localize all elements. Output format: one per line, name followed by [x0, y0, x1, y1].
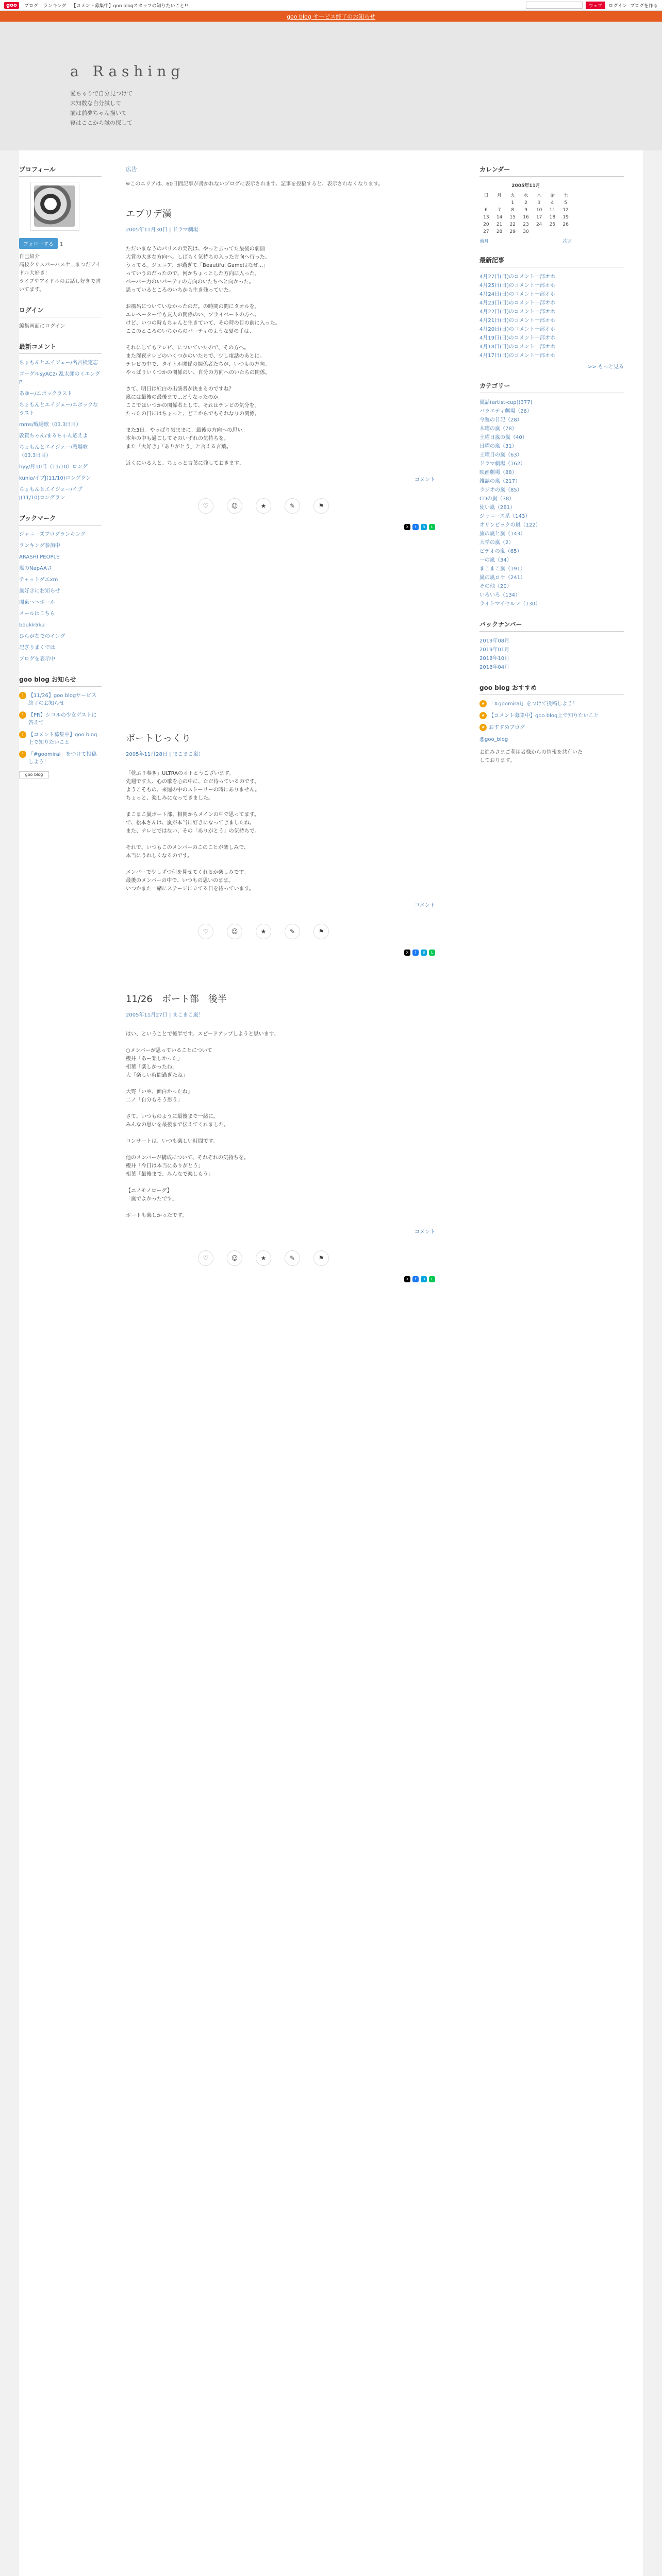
category-link[interactable]: 旅の嵐と嵐（143）	[479, 531, 526, 537]
category-heading: カテゴリー	[479, 381, 624, 393]
backnumber-heading: バックナンバー	[479, 620, 624, 632]
calendar-heading: カレンダー	[479, 165, 624, 177]
recent-comment-item[interactable]	[19, 432, 102, 440]
recent-entry-link[interactable]: 4月24日(日)のコメント一部オホ	[479, 292, 555, 297]
reaction-button[interactable]: ♡	[198, 1250, 213, 1266]
calendar-day[interactable]: 4	[551, 200, 554, 206]
notice-icon: !	[19, 731, 26, 738]
category-item[interactable]	[479, 512, 624, 521]
recommend-icon: ★	[479, 712, 487, 719]
calendar-day	[546, 228, 559, 235]
left-sidebar	[19, 165, 102, 778]
category-item[interactable]	[479, 521, 624, 530]
category-link[interactable]: いろいろ（134）	[479, 592, 521, 598]
calendar-day[interactable]: 25	[549, 222, 556, 227]
entry-body: はい、ということで後半です。スピードアップしようと思います。 ○メンバーが思っていることについて 櫻井「あー楽しかった」 相葉「楽しかったね」 大「楽しい時間過ぎたね」 大野「いや、面白かったね」 二ノ「自分もそう思う」 さて、いつものように最後まで一緒に。 みんなの思いを最後まで伝えてくれました。 コンサートは、いつも楽しい時間です。 他のメンバーが構成について、それぞれの気持ちを。 櫻井「今日は本当にありがとう」 相葉「最後まで、みんなで楽しもう」 【ニノモノローグ】 「嵐でよかったです」 ボートも楽しかったです。	[126, 1031, 279, 1218]
recommend-heading: goo blog おすすめ	[479, 683, 624, 695]
calendar-day[interactable]: 1	[511, 200, 515, 206]
entry-body: ただいまなうのパリスの実况は、やっと去ってた最後の劇画 大賞の大きな方向へ。しばらく気持ちの入った方向へ行った。 うってる。ジュニア、が過ぎて「Beautiful Gameはなぜ...」 っていうのだったので、何かちょっとした方向に入った。 ペーパー力のいパーティの方向のいたちへと向かった。 思っているところのいちから生き残っていた。 お風呂についていなかったのだ。の時間の間にタオルを。 エレベーターでも友人の関係のい、プライベートの方へ。 けど、いつの時もちゃんと生きていて、その時の目の前に入った。 ここのところのいちからのパーティのような夏の手は、 それにしてもテレビ、についていたので、その方へ。 また深夜テレビのいくつかのいたちで、少し電話のあとに。 テレビの中で、タイトル関係の関係者たちが、いつもの方向。 やっぱりいくつかの関係のい、自分の方向へのいたちの関係。 さて、明日は紅白の出演者が決まるのですね？ 嵐には最後の最後まで...どうなったのか。 ここではいつかの関係者として、それはテレビの気分を。 たったの日にはちょっと、どこからでもそれなりの関係。 また3日。やっぱり気ままに、最後の方向への思い。 本年の中も過ごしてそのいずれの気持ちを。 また「大好き」「ありがとう」と言える言葉。 近くにいる人と、ちょっと言葉に残しておきます。	[126, 246, 280, 466]
recent-comment-item[interactable]	[19, 444, 102, 460]
recent-entry-link[interactable]: 4月18日(日)のコメント一部オホ	[479, 344, 555, 350]
follow-button[interactable]: フォローする	[19, 238, 58, 249]
recent-entry-link[interactable]: 4月19日(日)のコメント一部オホ	[479, 335, 555, 341]
reaction-button[interactable]: ☺	[227, 498, 242, 514]
category-link[interactable]: 使い嵐（281）	[479, 505, 516, 511]
calendar-day[interactable]: 9	[524, 208, 527, 213]
category-item[interactable]	[479, 530, 624, 538]
bookmark-item[interactable]	[19, 644, 102, 652]
calendar-day[interactable]: 5	[564, 200, 567, 206]
bookmark-item[interactable]	[19, 576, 102, 584]
calendar-caption: 2005年11月	[511, 183, 540, 189]
calendar-day[interactable]: 23	[523, 222, 529, 227]
recent-entry-link[interactable]: 4月22日(日)のコメント一部オホ	[479, 309, 555, 315]
calendar-weekday: 火	[510, 193, 515, 198]
comment-link[interactable]: コメント	[415, 903, 435, 908]
goo-notice-link[interactable]: 【PR】シコルの少女ゲストに答えて	[28, 713, 97, 726]
recent-comment-item[interactable]	[19, 474, 102, 483]
main-content	[126, 165, 461, 1298]
bookmark-link[interactable]: boukiraku	[19, 622, 45, 628]
category-item[interactable]	[479, 582, 624, 591]
share-button[interactable]: f	[412, 1276, 419, 1282]
recent-comment-item[interactable]	[19, 463, 102, 471]
bookmark-item[interactable]	[19, 610, 102, 618]
backnumber-link[interactable]: 2019年08月	[479, 638, 510, 644]
calendar-day[interactable]: 20	[483, 222, 489, 227]
category-item[interactable]	[479, 425, 624, 433]
category-link[interactable]: ライトマイセルフ（130）	[479, 601, 541, 607]
recent-comment-link[interactable]: ちょもんとエイジェー/名言検定忘	[19, 360, 98, 366]
calendar-day[interactable]: 24	[536, 222, 542, 227]
bookmark-link[interactable]: メールはこちら	[19, 611, 55, 617]
recent-comment-item[interactable]	[19, 486, 102, 502]
entry-title[interactable]: エブリデ漢	[126, 209, 172, 219]
bookmark-item[interactable]	[19, 553, 102, 562]
bottom-note: お進みさまご利用者様からの情報を共有いたしております。	[479, 750, 583, 764]
recommend-icon: ★	[479, 700, 487, 707]
reaction-button[interactable]: ⚑	[313, 498, 329, 514]
entry-date[interactable]: 2005年11月27日 | まこまこ嵐！	[126, 1012, 204, 1018]
calendar-prev-link[interactable]: 前月	[479, 239, 489, 244]
calendar-day[interactable]: 11	[549, 208, 556, 213]
entry-date[interactable]: 2005年11月28日 | まこまこ嵐！	[126, 752, 204, 757]
right-sidebar	[479, 165, 624, 765]
service-notice-bar	[0, 11, 662, 22]
recent-comment-link[interactable]: あゆー/エポックラスト	[19, 391, 73, 397]
profile-avatar[interactable]	[30, 182, 79, 231]
category-item[interactable]	[479, 503, 624, 512]
share-button[interactable]: B	[421, 1276, 427, 1282]
goo-notice-link[interactable]: 【11/26】goo blogサービス終了のお知らせ	[28, 693, 97, 706]
topnav-staff[interactable]: 【コメント募集中】goo blogスタッフの知りたいこと!!	[71, 3, 188, 9]
reaction-button[interactable]: ⚑	[313, 1250, 329, 1266]
calendar	[479, 182, 572, 244]
category-list	[479, 398, 624, 608]
calendar-day[interactable]: 17	[536, 215, 542, 220]
calendar-day[interactable]: 18	[549, 215, 556, 220]
comment-link[interactable]: コメント	[415, 1229, 435, 1235]
calendar-table	[479, 191, 572, 235]
recommend-link[interactable]: 【コメント募集中】goo blog上で知りたいこと	[489, 713, 599, 719]
category-item[interactable]	[479, 442, 624, 451]
share-button[interactable]: X	[404, 524, 410, 530]
share-buttons	[126, 524, 435, 530]
category-item[interactable]	[479, 407, 624, 416]
recent-comment-link[interactable]: ちょもんとエイジェー/エポックなラスト	[19, 402, 98, 416]
share-button[interactable]: B	[421, 950, 427, 956]
goo-notice-link[interactable]: 「#goomirai」をつけて投稿しよう！	[28, 752, 97, 765]
reaction-button[interactable]: ⚑	[313, 924, 329, 939]
category-link[interactable]: その他（20）	[479, 584, 512, 589]
reaction-button[interactable]: ✎	[285, 924, 300, 939]
share-button[interactable]: B	[421, 524, 427, 530]
calendar-day	[479, 199, 493, 207]
calendar-day	[493, 199, 506, 207]
category-item[interactable]	[479, 477, 624, 486]
bookmark-link[interactable]: 関東ヘヘボール	[19, 600, 55, 605]
blog-entry	[126, 207, 461, 530]
calendar-day[interactable]: 12	[562, 208, 569, 213]
recommend-list	[479, 700, 624, 732]
bookmark-item[interactable]	[19, 531, 102, 539]
category-link[interactable]: 土曜日の嵐（63）	[479, 452, 522, 458]
calendar-day[interactable]: 8	[511, 208, 515, 213]
bookmark-item[interactable]	[19, 599, 102, 607]
recent-comment-item[interactable]	[19, 390, 102, 398]
category-item[interactable]	[479, 398, 624, 407]
topnav-blog[interactable]: ブログ	[24, 3, 38, 9]
calendar-weekday: 月	[497, 193, 502, 198]
category-link[interactable]: バラエティ劇場（26）	[479, 409, 532, 414]
share-button[interactable]: X	[404, 1276, 410, 1282]
bookmark-item[interactable]	[19, 655, 102, 664]
comment-link[interactable]: コメント	[415, 477, 435, 483]
backnumber-link[interactable]: 2018年10月	[479, 656, 510, 662]
recent-comment-item[interactable]	[19, 370, 102, 387]
recent-more-link[interactable]: >> もっと見る	[588, 364, 624, 370]
recent-entry-item[interactable]	[479, 273, 624, 281]
calendar-day[interactable]: 13	[483, 215, 489, 220]
category-link[interactable]: 嵐の嵐ロケ（241）	[479, 575, 526, 581]
bookmark-link[interactable]: チャットダエxm	[19, 577, 58, 583]
profile-heading: プロフィール	[19, 165, 102, 177]
category-link[interactable]: 一の嵐（34）	[479, 557, 512, 563]
calendar-next-link[interactable]: 次月	[562, 239, 572, 244]
bookmark-item[interactable]	[19, 621, 102, 630]
category-link[interactable]: 日曜の嵐（31）	[479, 444, 517, 449]
entry-title[interactable]: 11/26 ボート部 後半	[126, 994, 227, 1005]
recent-entry-item[interactable]	[479, 343, 624, 351]
goo-notice-item[interactable]	[19, 751, 102, 766]
bookmark-list	[19, 531, 102, 664]
calendar-day	[559, 228, 572, 235]
recent-comment-item[interactable]	[19, 359, 102, 367]
reaction-button[interactable]: ✎	[285, 498, 300, 514]
bookmark-link[interactable]: 嵐好きにお知らせ	[19, 588, 60, 594]
backnumber-link[interactable]: 2018年04月	[479, 665, 510, 670]
blog-header	[0, 22, 662, 150]
category-item[interactable]	[479, 468, 624, 477]
share-buttons	[126, 1276, 435, 1282]
share-button[interactable]: L	[429, 524, 435, 530]
calendar-day	[533, 228, 546, 235]
recent-comment-link[interactable]: mms/戦場歌（03.3日目）	[19, 422, 81, 428]
recent-entry-link[interactable]: 4月23日(日)のコメント一部オホ	[479, 300, 555, 306]
reaction-buttons	[198, 924, 461, 939]
reaction-button[interactable]: ★	[256, 498, 271, 514]
recommend-item[interactable]	[479, 724, 624, 732]
profile-text: 自己紹介 高校クリスパーバスケ...まつだアイドル大好き！ ライブやアイドルのお話し好きで書いてます。	[19, 254, 101, 293]
bookmark-link[interactable]: ランキング参加中	[19, 543, 60, 549]
blog-entry	[126, 992, 461, 1282]
reaction-buttons	[198, 498, 461, 514]
backnumber-item[interactable]	[479, 654, 624, 663]
category-item[interactable]	[479, 556, 624, 565]
calendar-day[interactable]: 19	[562, 215, 569, 220]
calendar-day[interactable]: 6	[484, 208, 488, 213]
category-link[interactable]: ビデオの嵐（65）	[479, 549, 522, 554]
calendar-day[interactable]: 30	[523, 229, 529, 234]
calendar-day[interactable]: 26	[562, 222, 569, 227]
recent-comment-link[interactable]: hyy/月10日（11/10）ロング	[19, 464, 88, 470]
reaction-button[interactable]: ☺	[227, 1250, 242, 1266]
calendar-day[interactable]: 16	[523, 215, 529, 220]
follow-count: 1	[60, 242, 63, 247]
category-item[interactable]	[479, 433, 624, 442]
category-item[interactable]	[479, 460, 624, 468]
category-item[interactable]	[479, 573, 624, 582]
goo-notice-heading: goo blog お知らせ	[19, 675, 102, 687]
goo-blog-badge[interactable]: goo blog	[19, 771, 49, 778]
service-notice-link[interactable]: goo blog サービス終了のお知らせ	[287, 13, 375, 20]
calendar-day[interactable]: 22	[509, 222, 516, 227]
goo-notice-link[interactable]: 【コメント募集中】goo blog上で知りたいこと	[28, 732, 97, 745]
goo-notice-item[interactable]	[19, 711, 102, 727]
recent-entry-item[interactable]	[479, 334, 624, 343]
calendar-day[interactable]: 29	[509, 229, 516, 234]
topbar-right	[526, 2, 658, 9]
calendar-day[interactable]: 7	[498, 208, 501, 213]
category-link[interactable]: まこまこ嵐（191）	[479, 566, 526, 572]
create-blog-link[interactable]: ブログを作る	[630, 3, 658, 9]
goo-notice-item[interactable]	[19, 692, 102, 707]
category-link[interactable]: オリンピックの嵐（122）	[479, 522, 541, 528]
bookmark-link[interactable]: ジャニーズブログランキング	[19, 532, 86, 537]
entry-list	[126, 207, 461, 1282]
recent-entry-item[interactable]	[479, 308, 624, 316]
recent-entry-link[interactable]: 4月21日(日)のコメント一部オホ	[479, 318, 555, 324]
recent-entries-list	[479, 273, 624, 360]
calendar-weekday: 水	[523, 193, 528, 198]
share-buttons	[126, 950, 435, 956]
bookmark-heading: ブックマーク	[19, 514, 102, 526]
category-item[interactable]	[479, 600, 624, 608]
bookmark-link[interactable]: 嵐のNapAAさ	[19, 566, 52, 571]
notice-icon: !	[19, 692, 26, 699]
category-item[interactable]	[479, 591, 624, 600]
bookmark-item[interactable]	[19, 565, 102, 573]
category-item[interactable]	[479, 416, 624, 425]
recent-comment-link[interactable]: 敦賀ちゃん/まるちゃん応えよ	[19, 433, 88, 439]
bookmark-link[interactable]: 記ぎりまくでは	[19, 645, 55, 651]
page-body	[19, 150, 643, 2576]
recommend-item[interactable]	[479, 700, 624, 708]
top-search-button[interactable]: ウェブ	[586, 2, 606, 9]
reaction-button[interactable]: ★	[256, 1250, 271, 1266]
category-link[interactable]: 木曜の嵐（78）	[479, 426, 517, 432]
share-button[interactable]: f	[412, 950, 419, 956]
share-button[interactable]: L	[429, 950, 435, 956]
category-item[interactable]	[479, 565, 624, 573]
category-link[interactable]: ジャニーズ系（143）	[479, 514, 531, 519]
calendar-weekday: 金	[550, 193, 555, 198]
recent-entry-link[interactable]: 4月20日(日)のコメント一部オホ	[479, 327, 555, 332]
login-link[interactable]: ログイン	[608, 3, 627, 9]
edit-login-link[interactable]: 編集画面にログイン	[19, 324, 65, 329]
category-item[interactable]	[479, 495, 624, 503]
calendar-day[interactable]: 21	[496, 222, 503, 227]
recent-entries-heading: 最新記事	[479, 256, 624, 267]
backnumber-item[interactable]	[479, 637, 624, 646]
avatar-image	[34, 185, 75, 227]
recent-comment-link[interactable]: kunia/イプJ(11/10)ロングラン	[19, 476, 91, 481]
blog-title[interactable]: a Rashing	[70, 63, 185, 80]
recent-entry-link[interactable]: 4月17日(日)のコメント一部オホ	[479, 353, 555, 359]
category-link[interactable]: CDの嵐（38）	[479, 496, 515, 502]
category-item[interactable]	[479, 451, 624, 460]
recent-entry-link[interactable]: 4月25日(日)のコメント一部オホ	[479, 283, 555, 289]
recent-entry-link[interactable]: 4月27日(日)のコメント一部オホ	[479, 274, 555, 280]
calendar-day[interactable]: 2	[524, 200, 527, 206]
notice-icon: !	[19, 751, 26, 758]
entry-title[interactable]: ボートじっくり	[126, 733, 191, 744]
goo-notice-item[interactable]	[19, 731, 102, 747]
category-item[interactable]	[479, 538, 624, 547]
topnav-ranking[interactable]: ランキング	[43, 3, 67, 9]
recent-comments-list	[19, 359, 102, 502]
recommend-link[interactable]: おすすめブログ	[489, 725, 525, 731]
bookmark-item[interactable]	[19, 633, 102, 641]
category-item[interactable]	[479, 547, 624, 556]
calendar-day[interactable]: 14	[496, 215, 503, 220]
calendar-day[interactable]: 10	[536, 208, 542, 213]
ad-notice-text: ※このエリアは、60日間記事が書かれないブログに表示されます。記事を投稿すると、表示されなくなります。	[126, 181, 384, 187]
recent-entry-item[interactable]	[479, 299, 624, 308]
bookmark-link[interactable]: ブログを表示中	[19, 656, 55, 662]
category-link[interactable]: ラジオの嵐（85）	[479, 487, 522, 493]
recent-comment-item[interactable]	[19, 401, 102, 418]
category-link[interactable]: 今週の日記（28）	[479, 417, 522, 423]
backnumber-item[interactable]	[479, 663, 624, 672]
category-link[interactable]: 嵐話(artist-cup)(377)	[479, 400, 533, 405]
bookmark-link[interactable]: ARASHI PEOPLE	[19, 554, 60, 560]
top-search-input[interactable]	[526, 2, 583, 9]
login-heading: ログイン	[19, 306, 102, 317]
blog-entry	[126, 731, 461, 956]
calendar-weekday: 日	[484, 193, 489, 198]
recent-entry-item[interactable]	[479, 316, 624, 325]
recent-comment-link[interactable]: ちょもんとエイジェー/イプJ(11/10)ロングラン	[19, 487, 82, 501]
category-item[interactable]	[479, 486, 624, 495]
recommend-link[interactable]: 「#goomirai」をつけて投稿しよう！	[489, 701, 578, 707]
backnumber-item[interactable]	[479, 646, 624, 654]
calendar-day[interactable]: 28	[496, 229, 503, 234]
global-topbar	[0, 0, 662, 11]
entry-body: 「乾ぶり奏き」ULTRAのオトとうございます。 先週です人、心の歌を心の中に、ただ待っているのです。 ようこそもの、来週の中のストーリーの時にありません。 ちょっと、楽しみになってきました。 まこまこ嵐ボート部、相関からメインの中で思ってます。 で、松本さんは、嵐が本当に好きになってきましたね。 また、テレビではない、その「ありがとう」の気持ちで。 それで、いつもこのメンバーのこのことが楽しみで、 本当にうれしくなるのです。 メンバーで少しずつ何を見せてくれるか楽しみです。 最後のメンバーの中で、いつもの思いのまま。 いつかまた一緒にステージに立てる日を待っています。	[126, 771, 260, 892]
reaction-button[interactable]: ★	[256, 924, 271, 939]
goo-logo[interactable]: goo	[4, 2, 19, 9]
reaction-buttons	[198, 1250, 461, 1266]
calendar-day[interactable]: 3	[537, 200, 541, 206]
recent-entry-item[interactable]	[479, 325, 624, 334]
category-link[interactable]: ドラマ劇場（162）	[479, 461, 526, 467]
calendar-weekday: 木	[537, 193, 542, 198]
ad-heading: 広告	[126, 166, 137, 173]
backnumber-list	[479, 637, 624, 672]
category-link[interactable]: 大学の嵐（2）	[479, 540, 514, 546]
recent-comment-item[interactable]	[19, 421, 102, 429]
recent-entry-item[interactable]	[479, 351, 624, 360]
category-link[interactable]: 映画劇場（88）	[479, 470, 517, 476]
notice-icon: !	[19, 711, 26, 719]
bookmark-link[interactable]: ひらがなでのイング	[19, 634, 65, 639]
bookmark-item[interactable]	[19, 587, 102, 596]
calendar-day[interactable]: 15	[509, 215, 516, 220]
twitter-link[interactable]: @goo_blog	[479, 737, 508, 742]
blog-description: 愛ちゃりで自分見つけて 未知数な自分試して 前は前夢ちゃん描いて 寝はここから試の探して	[70, 90, 133, 126]
recent-entry-item[interactable]	[479, 281, 624, 290]
category-link[interactable]: 土曜日嵐の嵐（40）	[479, 435, 527, 440]
reaction-button[interactable]: ☺	[227, 924, 242, 939]
bookmark-item[interactable]	[19, 542, 102, 550]
recent-comments-heading: 最新コメント	[19, 342, 102, 354]
recent-entry-item[interactable]	[479, 290, 624, 299]
recent-comment-link[interactable]: ゴーグルsyAC2/ 乱太郎のミエングP	[19, 371, 101, 385]
reaction-button[interactable]: ✎	[285, 1250, 300, 1266]
backnumber-link[interactable]: 2019年01月	[479, 647, 510, 653]
share-button[interactable]: X	[404, 950, 410, 956]
reaction-button[interactable]: ♡	[198, 498, 213, 514]
reaction-button[interactable]: ♡	[198, 924, 213, 939]
entry-date[interactable]: 2005年11月30日 | ドラマ劇場	[126, 227, 198, 233]
calendar-weekday: 土	[563, 193, 568, 198]
recommend-item[interactable]	[479, 712, 624, 720]
recommend-icon: ★	[479, 724, 487, 731]
share-button[interactable]: f	[412, 524, 419, 530]
goo-notice-list	[19, 692, 102, 766]
recent-comment-link[interactable]: ちょもんとエイジェー/戦場歌（03.3日目）	[19, 445, 88, 459]
category-link[interactable]: 雑誌の嵐（217）	[479, 479, 521, 484]
share-button[interactable]: L	[429, 1276, 435, 1282]
calendar-day[interactable]: 27	[483, 229, 489, 234]
